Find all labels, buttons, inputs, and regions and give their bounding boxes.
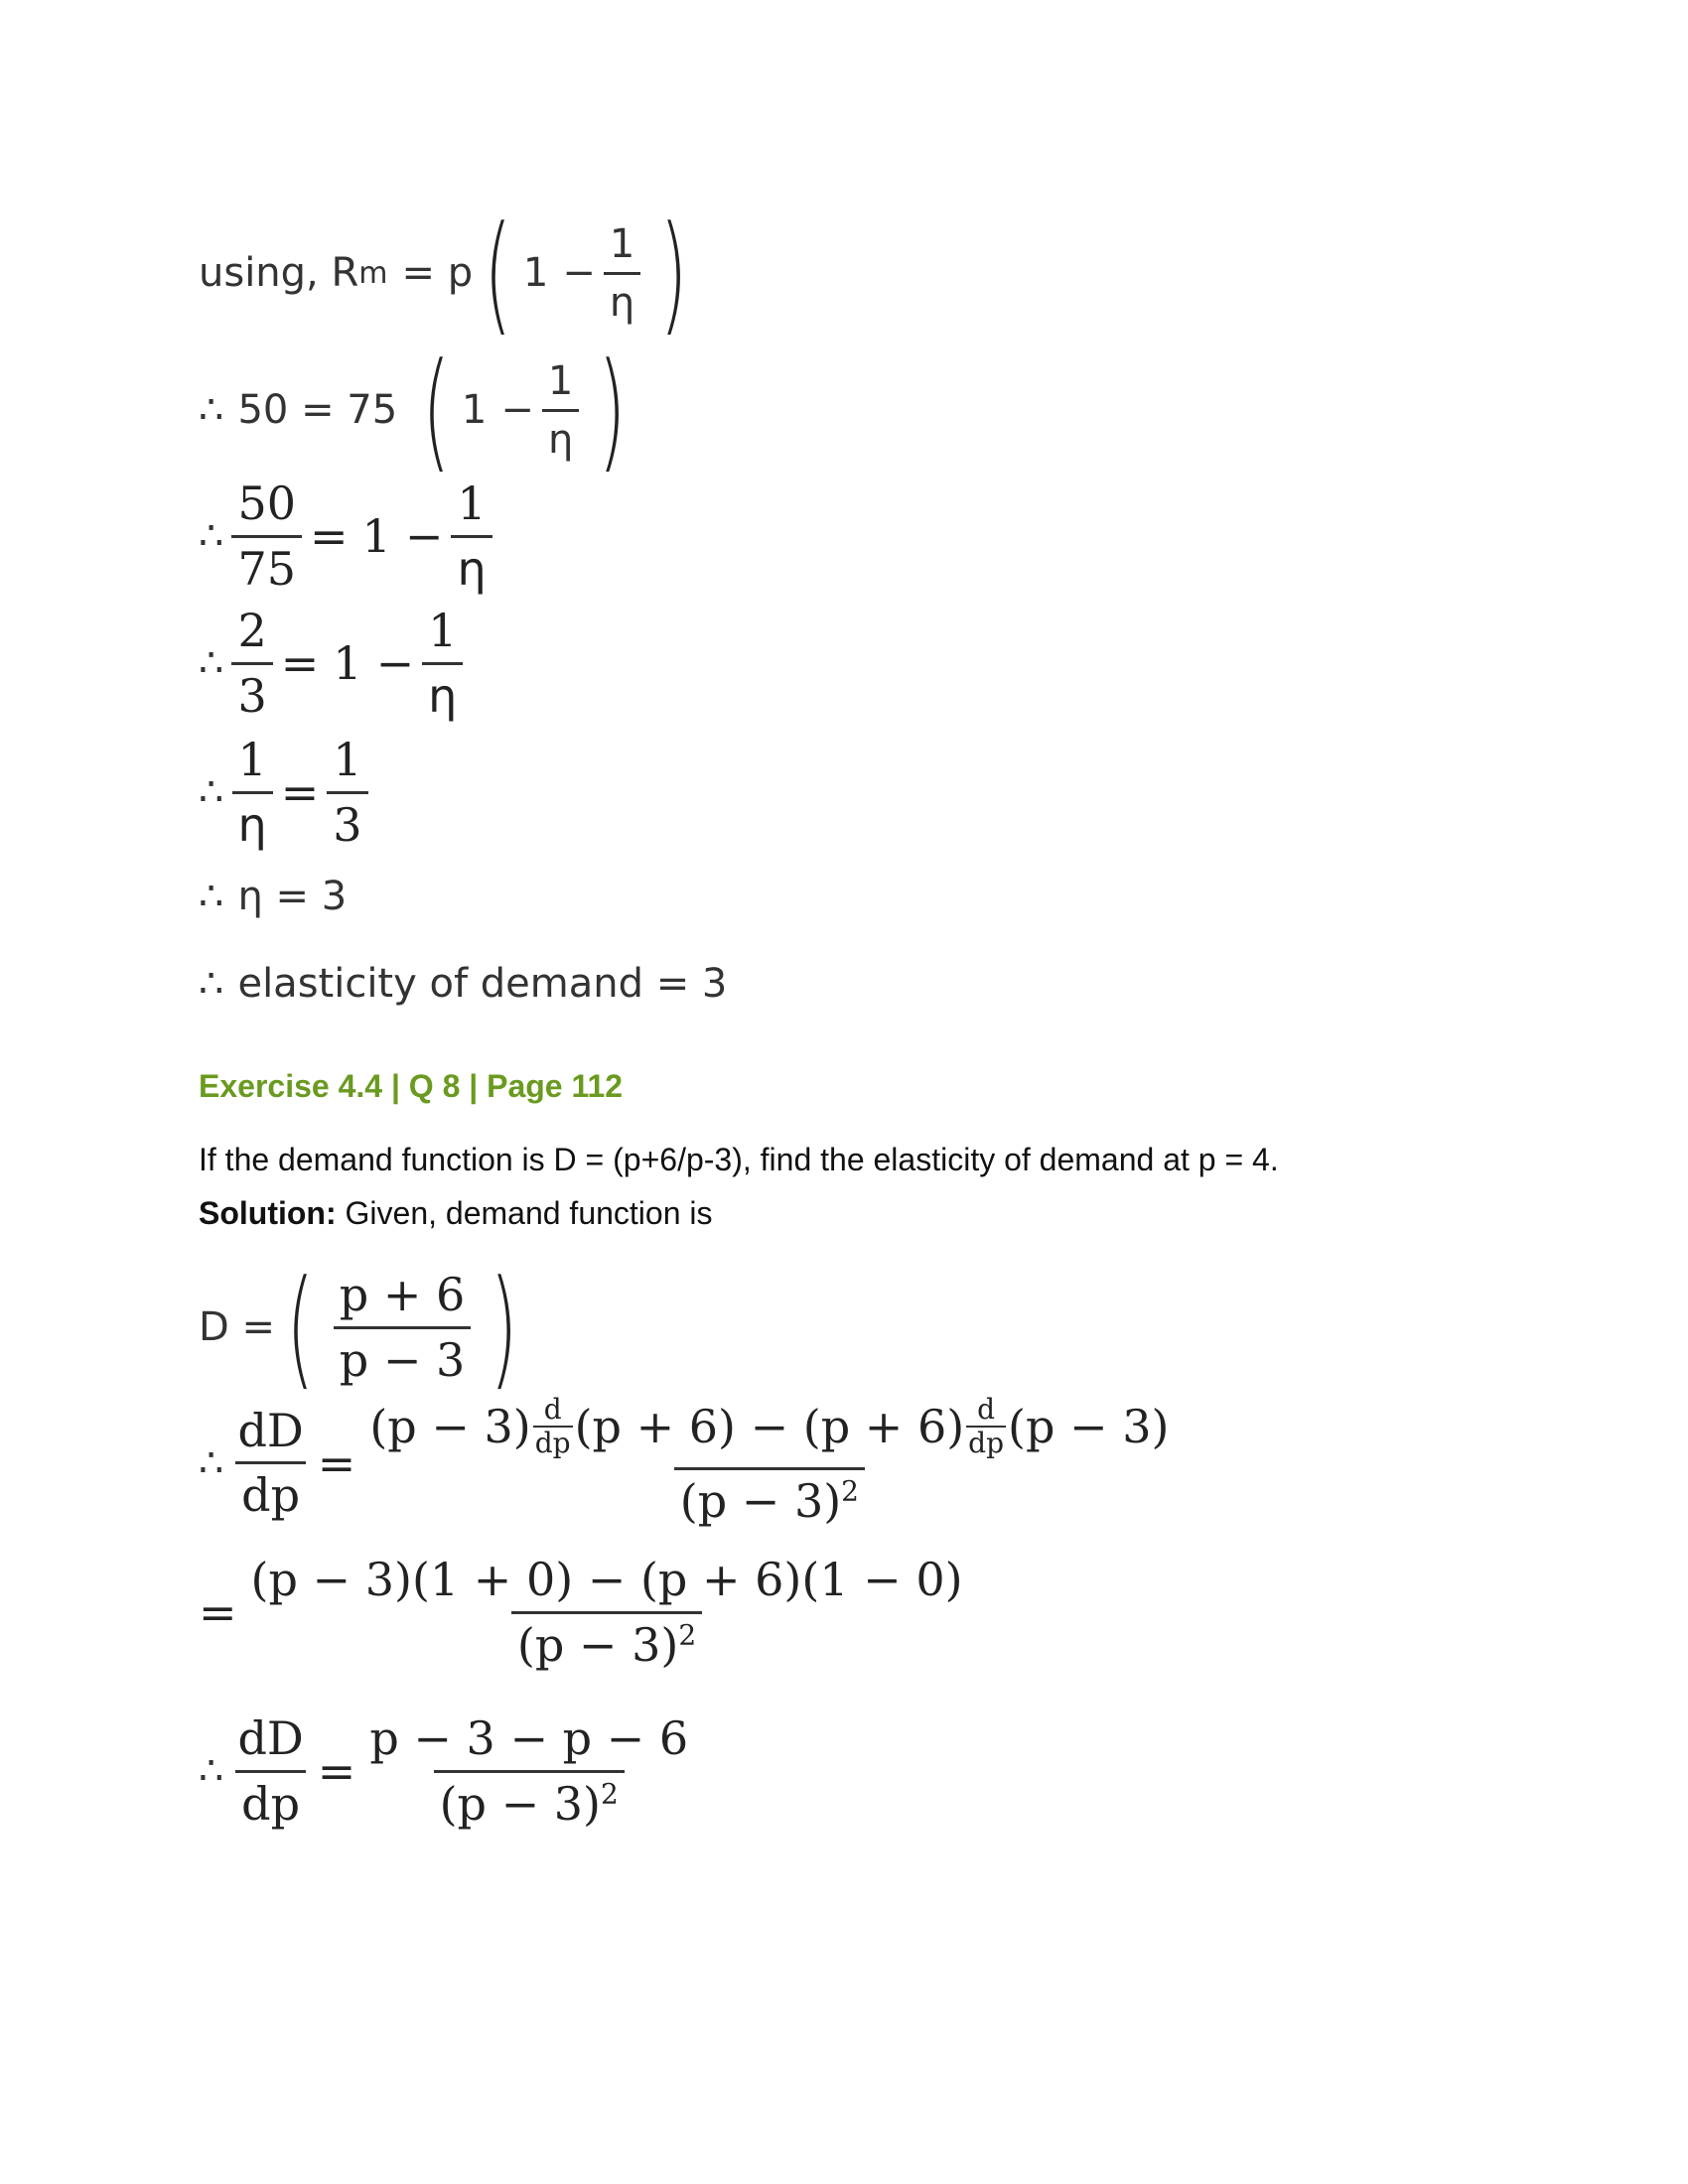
- factor-a: (p − 3): [369, 1400, 531, 1453]
- den-base: (p − 3): [679, 1474, 842, 1528]
- solution-text: Given, demand function is: [336, 1195, 713, 1231]
- denominator: dp: [235, 1770, 306, 1830]
- denominator: 3: [327, 791, 367, 851]
- numerator: 2: [237, 604, 267, 657]
- numerator: 50: [237, 477, 296, 530]
- solution-label: Solution:: [199, 1195, 337, 1231]
- left-paren: (: [484, 198, 512, 348]
- equals: =: [310, 509, 349, 564]
- fraction-one-over-eta: [422, 606, 463, 721]
- denominator: [674, 1467, 865, 1527]
- fraction-one-over-eta: [451, 478, 492, 594]
- subscript-m: m: [358, 255, 388, 291]
- den-base: (p − 3): [516, 1617, 679, 1672]
- exponent: 2: [678, 1618, 697, 1652]
- d-equals: D =: [199, 1304, 276, 1350]
- equation-derivative-3: [199, 1713, 702, 1829]
- right-paren: ): [598, 335, 627, 485]
- minus: −: [562, 250, 596, 296]
- fraction-p6-over-p3: [334, 1267, 472, 1387]
- simplified-fraction: [363, 1713, 694, 1829]
- minus: −: [404, 509, 444, 564]
- using-label: using, R: [199, 250, 359, 296]
- denominator: [434, 1770, 625, 1830]
- fraction-one-over-eta: [231, 735, 272, 850]
- den-base: (p − 3): [439, 1776, 602, 1831]
- exponent: 2: [601, 1777, 619, 1811]
- equation-line-4: [199, 606, 471, 721]
- right-paren: ): [659, 198, 688, 348]
- equals: =: [280, 636, 320, 691]
- denominator: η: [451, 535, 492, 595]
- equals: =: [317, 1435, 356, 1490]
- numerator: 1: [237, 733, 267, 786]
- solution-line: [199, 1195, 713, 1232]
- exponent: 2: [841, 1474, 859, 1508]
- fraction-one-over-eta: [604, 222, 640, 325]
- d: d: [543, 1393, 562, 1426]
- fraction-2-over-3: [231, 606, 272, 721]
- equation-line-3: [199, 478, 500, 594]
- numerator: 1: [457, 477, 487, 530]
- denominator: p − 3: [334, 1326, 472, 1386]
- equals: =: [199, 1585, 237, 1640]
- therefore-symbol: ∴: [199, 769, 224, 816]
- therefore-symbol: ∴: [199, 874, 224, 919]
- fraction-one-over-eta: [542, 359, 579, 462]
- equation-line-1: [199, 198, 699, 348]
- one: 1: [333, 636, 362, 691]
- equation-derivative-1: [199, 1393, 1183, 1528]
- fraction-dD-dp: [231, 1403, 309, 1523]
- left-paren: (: [286, 1252, 315, 1403]
- fraction-dD-dp: [231, 1713, 309, 1829]
- denominator: η: [542, 409, 579, 462]
- right-paren: ): [490, 1252, 518, 1403]
- dp: dp: [534, 1427, 571, 1459]
- therefore-symbol: ∴: [199, 387, 224, 433]
- dp: dp: [968, 1427, 1005, 1459]
- minus: −: [500, 387, 534, 433]
- equation-line-7: [199, 961, 727, 1007]
- numerator: [363, 1393, 1175, 1467]
- factor-c: (p − 3): [1008, 1400, 1170, 1453]
- lhs: 50 = 75: [237, 387, 398, 433]
- equals-p: = p: [401, 250, 474, 296]
- denominator: [511, 1611, 702, 1671]
- equals: =: [280, 765, 320, 820]
- numerator: dD: [237, 1711, 304, 1765]
- numerator: p + 6: [339, 1267, 466, 1321]
- fraction-50-over-75: [231, 478, 302, 594]
- equation-line-6: [199, 874, 347, 919]
- denominator: η: [232, 791, 273, 851]
- exercise-heading: Exercise 4.4 | Q 8 | Page 112: [199, 1068, 624, 1104]
- therefore-symbol: ∴: [199, 1439, 224, 1486]
- numerator: 1: [333, 733, 362, 786]
- d: d: [977, 1393, 996, 1426]
- one: 1: [361, 509, 391, 564]
- derivative-operator: [966, 1393, 1006, 1459]
- question-text: If the demand function is D = (p+6/p-3), find the elasticity of demand at p = 4.: [199, 1142, 1279, 1177]
- fraction-1-over-3: [327, 735, 367, 850]
- equals: =: [317, 1744, 356, 1799]
- denominator: dp: [235, 1461, 306, 1521]
- denominator: η: [422, 662, 463, 722]
- denominator: 3: [231, 662, 272, 722]
- derivative-operator: [533, 1393, 573, 1459]
- therefore-symbol: ∴: [199, 640, 224, 687]
- numerator: dD: [237, 1403, 304, 1457]
- equation-line-5: [199, 735, 376, 850]
- numerator: 1: [609, 220, 635, 267]
- one: 1: [522, 250, 549, 296]
- equation-demand: [199, 1252, 529, 1403]
- therefore-symbol: ∴: [199, 1748, 224, 1795]
- elasticity-result: elasticity of demand = 3: [237, 961, 728, 1007]
- left-paren: (: [422, 335, 451, 485]
- numerator: (p − 3)(1 + 0) − (p + 6)(1 − 0): [250, 1553, 963, 1606]
- eta-equals-3: η = 3: [237, 874, 348, 919]
- numerator: 1: [428, 604, 458, 657]
- minus: −: [375, 636, 415, 691]
- therefore-symbol: ∴: [199, 961, 224, 1007]
- equation-derivative-2: [199, 1555, 977, 1670]
- equation-line-2: [199, 335, 637, 485]
- numerator: p − 3 − p − 6: [369, 1711, 689, 1765]
- denominator: η: [604, 272, 640, 325]
- therefore-symbol: ∴: [199, 513, 224, 560]
- expanded-fraction: [245, 1555, 969, 1670]
- quotient-rule-fraction: [363, 1393, 1175, 1528]
- numerator: 1: [547, 357, 574, 404]
- one: 1: [461, 387, 488, 433]
- factor-b: (p + 6) − (p + 6): [574, 1400, 965, 1453]
- denominator: 75: [231, 535, 302, 595]
